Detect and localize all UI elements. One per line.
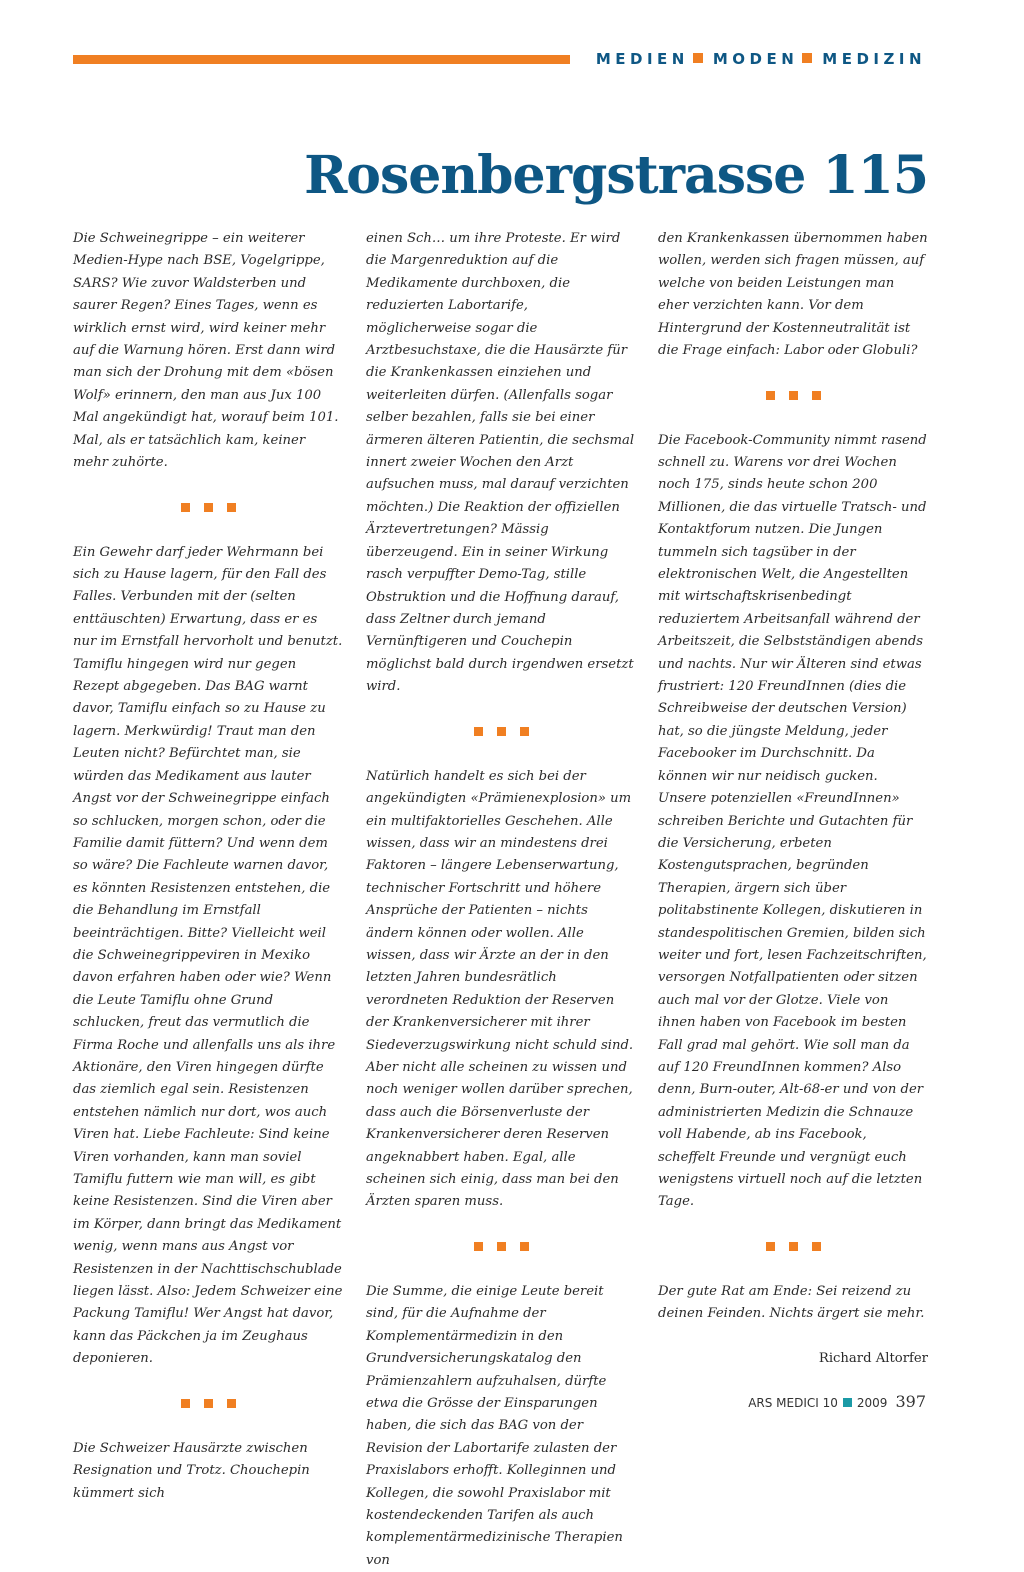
square-bullet-icon bbox=[474, 727, 483, 736]
section-medien: MEDIEN bbox=[595, 50, 689, 68]
section-medizin: MEDIZIN bbox=[822, 50, 926, 68]
square-bullet-icon bbox=[227, 503, 236, 512]
square-bullet-icon bbox=[204, 503, 213, 512]
square-bullet-icon bbox=[497, 1242, 506, 1251]
paragraph: einen Sch… um ihre Proteste. Er wird die Margenreduktion auf die Medikamente durchboxen, die reduzierten Labortarife, möglicherweise sogar die Arztbesuchstaxe, die die Hausärzte für die Krankenkassen einziehen und weiterleiten dürfen. (Allenfalls sogar selber bezahlen, falls sie bei einer ärmeren älteren Patientin, die sechsmal innert zweier Wochen den Arzt aufsuchen muss, mal darauf verzichten möchten.) Die Reaktion der offiziellen Ärztevertretungen? Mässig überzeugend. Ein in seiner Wirkung rasch verpuffter Demo-Tag, stille Obstruktion und die Hoffnung darauf, dass Zeltner durch jemand Vernünftigeren und Couchepin möglichst bald durch irgendwen ersetzt wird. bbox=[366, 231, 635, 695]
paragraph: Natürlich handelt es sich bei der angekündigten «Prämienexplosion» um ein multifaktorielles Geschehen. Alle wissen, dass wir an mindestens drei Faktoren – längere Lebenserwartung, technischer Fortschritt und höhere Ansprüche der Patienten – nichts ändern können oder wollen. Alle wissen, dass wir Ärzte an der in den letzten Jahren bundesrätlich verordneten Reduktion der Reserven der Krankenversicherer mit ihrer Siedeverzugswirkung nicht schuld sind. Aber nicht alle scheinen zu wissen und noch weniger wollen darüber sprechen, dass auch die Börsenverluste der Krankenversicherer deren Reserven angeknabbert haben. Egal, alle scheinen sich einig, dass man bei den Ärzten sparen muss. bbox=[366, 768, 634, 1210]
section-moden: MODEN bbox=[712, 50, 799, 68]
journal-name: ARS MEDICI 10 bbox=[748, 1396, 838, 1410]
section-divider bbox=[658, 1236, 928, 1258]
square-bullet-icon bbox=[497, 727, 506, 736]
paragraph: Die Schweinegrippe – ein weiterer Medien-Hype nach BSE, Vogelgrippe, SARS? Wie zuvor Waldsterben und saurer Regen? Eines Tages, wenn es wirklich ernst wird, wird keiner mehr auf die Warnung hören. Erst dann wird man sich der Drohung mit dem «bösen Wolf» erinnern, den man aus Jux 100 Mal angekündigt hat, worauf beim 101. Mal, als er tatsächlich kam, keiner mehr zuhörte. bbox=[73, 231, 339, 471]
square-bullet-icon bbox=[693, 53, 703, 63]
section-divider bbox=[366, 721, 636, 743]
square-bullet-icon bbox=[802, 53, 812, 63]
square-bullet-icon bbox=[520, 1242, 529, 1251]
section-divider bbox=[73, 1393, 343, 1415]
page-number: 397 bbox=[895, 1392, 926, 1411]
square-bullet-icon bbox=[789, 391, 798, 400]
paragraph: Die Facebook-Community nimmt rasend schnell zu. Warens vor drei Wochen noch 175, sinds heute schon 200 Millionen, die das virtuelle Tratsch- und Kontaktforum nutzen. Die Jungen tummeln sich tagsüber in der elektronischen Welt, die Angestellten mit wirtschaftskrisenbedingt reduziertem Arbeitsanfall während der Arbeitszeit, die Selbstständigen abends und nachts. Nur wir Älteren sind etwas frustriert: 120 FreundInnen (dies die Schreibweise der deutschen Version) hat, so die jüngste Meldung, jeder Facebooker im Durchschnitt. Da können wir nur neidisch gucken. Unsere potenziellen «FreundInnen» schreiben Berichte und Gutachten für die Versicherung, erbeten Kostengutsprachen, begründen Therapien, ärgern sich über politabstinente Kollegen, diskutieren in standespolitischen Gremien, bilden sich weiter und fort, lesen Fachzeitschriften, versorgen Notfallpatienten oder sitzen auch mal vor der Glotze. Viele von ihnen haben von Facebook im besten Fall grad mal gehört. Wie soll man da auf 120 FreundInnen kommen? Also denn, Burn-outer, Alt-68-er und von der administrierten Medizin die Schnauze voll Habende, ab ins Facebook, scheffelt Freunde und vergnügt euch wenigstens virtuell noch auf die letzten Tage. bbox=[658, 432, 927, 1210]
square-bullet-icon bbox=[766, 1242, 775, 1251]
section-divider bbox=[366, 1236, 636, 1258]
square-bullet-icon bbox=[812, 1242, 821, 1251]
column-2 bbox=[366, 228, 636, 1572]
square-bullet-icon bbox=[181, 1399, 190, 1408]
section-nav bbox=[596, 50, 926, 68]
paragraph: den Krankenkassen übernommen haben wollen, werden sich fragen müssen, auf welche von beiden Leistungen man eher verzichten kann. Vor dem Hintergrund der Kostenneutralität ist die Frage einfach: Labor oder Globuli? bbox=[658, 231, 928, 359]
paragraph: Ein Gewehr darf jeder Wehrmann bei sich zu Hause lagern, für den Fall des Falles. Verbunden mit der (selten enttäuschten) Erwartung, dass er es nur im Ernstfall hervorholt und benutzt. Tamiflu hingegen wird nur gegen Rezept abgegeben. Das BAG warnt davor, Tamiflu einfach so zu Hause zu lagern. Merkwürdig! Traut man den Leuten nicht? Befürchtet man, sie würden das Medikament aus lauter Angst vor der Schweinegrippe einfach so schlucken, morgen schon, oder die Familie damit füttern? Und wenn dem so wäre? Die Fachleute warnen davor, es könnten Resistenzen entstehen, die die Behandlung im Ernstfall beeinträchtigen. Bitte? Vielleicht weil die Schweinegrippeviren in Mexiko davon erfahren haben oder wie? Wenn die Leute Tamiflu ohne Grund schlucken, freut das vermutlich die Firma Roche und allenfalls uns als ihre Aktionäre, den Viren hingegen dürfte das ziemlich egal sein. Resistenzen entstehen nämlich nur dort, wos auch Viren hat. Liebe Fachleute: Sind keine Viren vorhanden, kann man soviel Tamiflu futtern wie man will, es gibt keine Resistenzen. Sind die Viren aber im Körper, dann bringt das Medikament wenig, wenn mans aus Angst vor Resistenzen in der Nachttischschublade liegen lässt. Also: Jedem Schweizer eine Packung Tamiflu! Wer Angst hat davor, kann das Päckchen ja im Zeughaus deponieren. bbox=[73, 544, 343, 1367]
square-bullet-icon bbox=[812, 391, 821, 400]
square-bullet-icon bbox=[181, 503, 190, 512]
paragraph: Die Summe, die einige Leute bereit sind, für die Aufnahme der Komplementärmedizin in den Grundversicherungskatalog den Prämienzahlern aufzuhalsen, dürfte etwa die Grösse der Einsparungen haben, die sich das BAG von der Revision der Labortarife zulasten der Praxislabors erhofft. Kolleginnen und Kollegen, die sowohl Praxislabor mit kostendeckenden Tarifen als auch komplementärmedizinische Therapien von bbox=[366, 1284, 623, 1568]
paragraph: Der gute Rat am Ende: Sei reizend zu deinen Feinden. Nichts ärgert sie mehr. bbox=[658, 1284, 925, 1322]
square-bullet-icon bbox=[474, 1242, 483, 1251]
author-signature: Richard Altorfer bbox=[818, 1351, 928, 1367]
square-bullet-icon bbox=[843, 1398, 852, 1407]
square-bullet-icon bbox=[789, 1242, 798, 1251]
journal-year: 2009 bbox=[856, 1396, 888, 1410]
square-bullet-icon bbox=[204, 1399, 213, 1408]
column-1 bbox=[73, 228, 343, 1505]
page-footer bbox=[748, 1392, 926, 1411]
paragraph: Die Schweizer Hausärzte zwischen Resignation und Trotz. Chouchepin kümmert sich bbox=[73, 1440, 310, 1501]
page-title: Rosenbergstrasse 115 bbox=[304, 144, 928, 206]
column-3 bbox=[658, 228, 928, 1371]
square-bullet-icon bbox=[520, 727, 529, 736]
square-bullet-icon bbox=[766, 391, 775, 400]
square-bullet-icon bbox=[227, 1399, 236, 1408]
section-divider bbox=[73, 497, 343, 519]
header-accent-bar bbox=[73, 55, 570, 64]
section-divider bbox=[658, 385, 928, 407]
